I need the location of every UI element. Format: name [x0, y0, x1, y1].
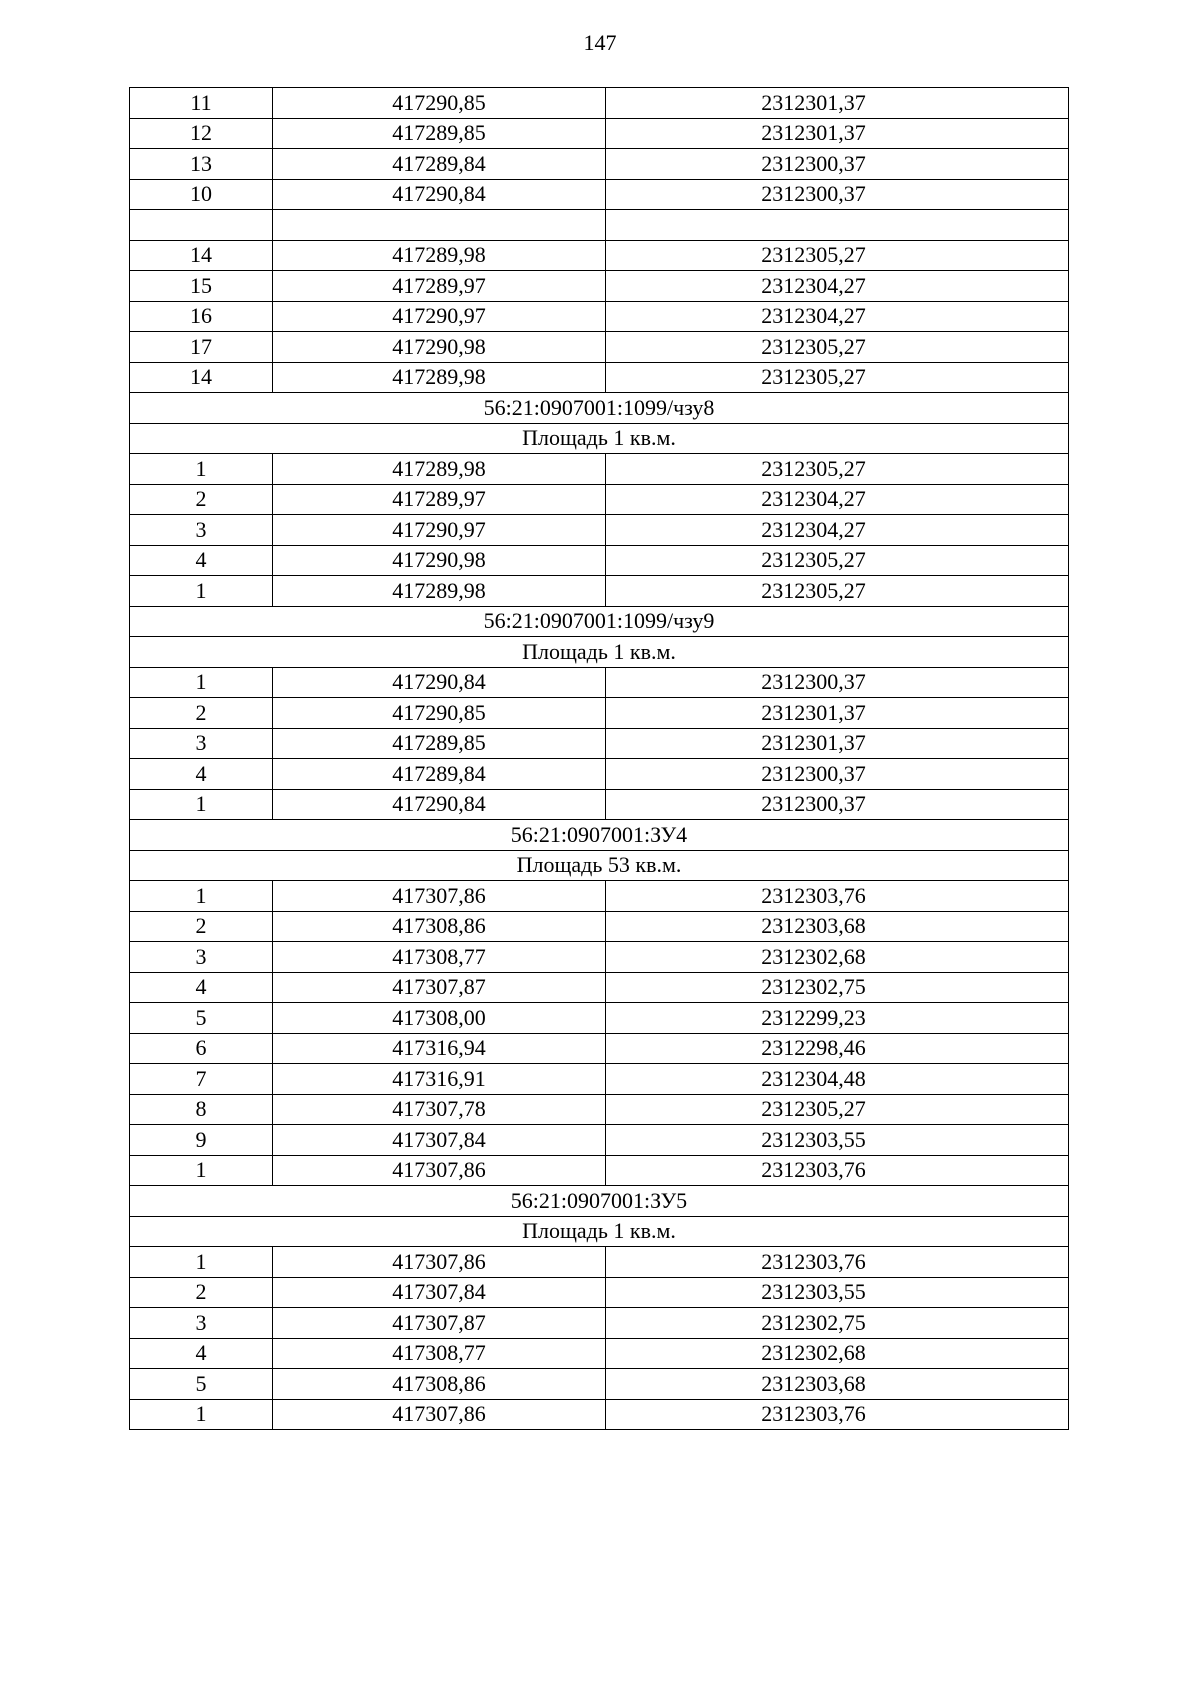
table-row [130, 332, 1069, 363]
section-header-cell: Площадь 1 кв.м. [130, 423, 1069, 454]
x-coordinate-cell: 417289,84 [273, 759, 606, 790]
section-header-cell: Площадь 53 кв.м. [130, 850, 1069, 881]
page-number: 147 [583, 30, 617, 55]
x-coordinate-cell: 417289,97 [273, 271, 606, 302]
y-coordinate-value: 2312303,55 [761, 1279, 866, 1305]
empty-row [130, 210, 1069, 241]
y-coordinate-cell [606, 911, 1069, 942]
y-coordinate-value: 2312299,23 [761, 1004, 866, 1030]
y-coordinate-value: 2312303,68 [761, 913, 866, 939]
y-coordinate-cell [606, 1369, 1069, 1400]
x-coordinate-cell: 417307,87 [273, 972, 606, 1003]
y-coordinate-value: 2312305,27 [761, 333, 866, 359]
x-coordinate-cell: 417289,84 [273, 149, 606, 180]
x-coordinate-cell: 417289,85 [273, 118, 606, 149]
y-coordinate-value: 2312304,48 [761, 1065, 866, 1091]
table-row [130, 1338, 1069, 1369]
x-coordinate-cell: 417308,86 [273, 911, 606, 942]
table-row [130, 1033, 1069, 1064]
y-coordinate-cell [606, 118, 1069, 149]
point-number-cell: 7 [130, 1064, 273, 1095]
table-row [130, 1094, 1069, 1125]
table-row [130, 1369, 1069, 1400]
point-number-cell: 9 [130, 1125, 273, 1156]
table-row [130, 759, 1069, 790]
point-number-cell: 4 [130, 972, 273, 1003]
y-coordinate-value: 2312305,27 [761, 242, 866, 268]
point-number-cell: 1 [130, 1399, 273, 1430]
y-coordinate-cell [606, 332, 1069, 363]
point-number-cell: 1 [130, 1155, 273, 1186]
y-coordinate-value: 2312300,37 [761, 181, 866, 207]
x-coordinate-cell: 417289,98 [273, 576, 606, 607]
point-number-cell: 8 [130, 1094, 273, 1125]
point-number-cell: 1 [130, 1247, 273, 1278]
table-row [130, 454, 1069, 485]
point-number-cell: 12 [130, 118, 273, 149]
point-number-cell: 11 [130, 88, 273, 119]
x-coordinate-cell: 417308,00 [273, 1003, 606, 1034]
table-row [130, 1155, 1069, 1186]
x-coordinate-cell: 417289,98 [273, 362, 606, 393]
y-coordinate-cell [606, 484, 1069, 515]
x-coordinate-cell: 417290,84 [273, 179, 606, 210]
y-coordinate-value: 2312305,27 [761, 577, 866, 603]
point-number-cell: 4 [130, 545, 273, 576]
x-coordinate-cell: 417289,98 [273, 240, 606, 271]
table-row [130, 484, 1069, 515]
y-coordinate-cell [606, 515, 1069, 546]
y-coordinate-value: 2312305,27 [761, 1096, 866, 1122]
x-coordinate-cell [273, 210, 606, 241]
y-coordinate-value: 2312304,27 [761, 272, 866, 298]
point-number-cell: 2 [130, 911, 273, 942]
y-coordinate-value: 2312303,76 [761, 1157, 866, 1183]
y-coordinate-cell [606, 88, 1069, 119]
point-number-cell: 5 [130, 1369, 273, 1400]
point-number-cell: 17 [130, 332, 273, 363]
coordinates-table [129, 87, 1069, 1430]
y-coordinate-cell [606, 1155, 1069, 1186]
x-coordinate-cell: 417307,87 [273, 1308, 606, 1339]
x-coordinate-cell: 417290,98 [273, 332, 606, 363]
y-coordinate-cell [606, 1125, 1069, 1156]
point-number-cell: 5 [130, 1003, 273, 1034]
table-row [130, 667, 1069, 698]
y-coordinate-cell [606, 728, 1069, 759]
section-header-cell: 56:21:0907001:ЗУ4 [130, 820, 1069, 851]
y-coordinate-cell [606, 1277, 1069, 1308]
y-coordinate-value: 2312303,76 [761, 882, 866, 908]
x-coordinate-cell: 417307,84 [273, 1125, 606, 1156]
table-row [130, 1308, 1069, 1339]
point-number-cell: 2 [130, 484, 273, 515]
table-row [130, 271, 1069, 302]
y-coordinate-value: 2312298,46 [761, 1035, 866, 1061]
point-number-cell: 3 [130, 728, 273, 759]
point-number-cell [130, 210, 273, 241]
section-header-row [130, 1186, 1069, 1217]
y-coordinate-value: 2312303,68 [761, 1370, 866, 1396]
y-coordinate-cell [606, 240, 1069, 271]
y-coordinate-cell [606, 1247, 1069, 1278]
point-number-cell: 10 [130, 179, 273, 210]
y-coordinate-value: 2312303,76 [761, 1401, 866, 1427]
x-coordinate-cell: 417290,98 [273, 545, 606, 576]
y-coordinate-cell [606, 1064, 1069, 1095]
x-coordinate-cell: 417307,86 [273, 1155, 606, 1186]
x-coordinate-cell: 417290,97 [273, 515, 606, 546]
point-number-cell: 1 [130, 667, 273, 698]
y-coordinate-value: 2312300,37 [761, 150, 866, 176]
point-number-cell: 14 [130, 362, 273, 393]
y-coordinate-value: 2312302,75 [761, 1309, 866, 1335]
x-coordinate-cell: 417290,84 [273, 667, 606, 698]
y-coordinate-cell [606, 789, 1069, 820]
y-coordinate-value: 2312301,37 [761, 120, 866, 146]
table-row [130, 1125, 1069, 1156]
point-number-cell: 6 [130, 1033, 273, 1064]
table-row [130, 789, 1069, 820]
section-header-cell: 56:21:0907001:1099/чзу8 [130, 393, 1069, 424]
table-row [130, 698, 1069, 729]
x-coordinate-cell: 417316,91 [273, 1064, 606, 1095]
point-number-cell: 1 [130, 789, 273, 820]
y-coordinate-cell [606, 942, 1069, 973]
table-row [130, 118, 1069, 149]
section-header-row [130, 1216, 1069, 1247]
y-coordinate-cell [606, 1399, 1069, 1430]
section-header-row [130, 393, 1069, 424]
table-row [130, 240, 1069, 271]
y-coordinate-cell [606, 698, 1069, 729]
point-number-cell: 2 [130, 698, 273, 729]
point-number-cell: 3 [130, 515, 273, 546]
point-number-cell: 13 [130, 149, 273, 180]
y-coordinate-cell [606, 1308, 1069, 1339]
point-number-cell: 1 [130, 576, 273, 607]
table-row [130, 1399, 1069, 1430]
x-coordinate-cell: 417308,77 [273, 942, 606, 973]
y-coordinate-value: 2312302,68 [761, 943, 866, 969]
section-header-cell: Площадь 1 кв.м. [130, 637, 1069, 668]
y-coordinate-cell [606, 667, 1069, 698]
y-coordinate-cell [606, 301, 1069, 332]
section-header-cell: Площадь 1 кв.м. [130, 1216, 1069, 1247]
x-coordinate-cell: 417289,97 [273, 484, 606, 515]
point-number-cell: 4 [130, 759, 273, 790]
y-coordinate-value: 2312300,37 [761, 791, 866, 817]
table-row [130, 1003, 1069, 1034]
table-row [130, 1277, 1069, 1308]
y-coordinate-value: 2312301,37 [761, 730, 866, 756]
table-row [130, 179, 1069, 210]
section-header-row [130, 423, 1069, 454]
table-row [130, 911, 1069, 942]
y-coordinate-value: 2312302,75 [761, 974, 866, 1000]
point-number-cell: 1 [130, 454, 273, 485]
y-coordinate-cell [606, 881, 1069, 912]
point-number-cell: 15 [130, 271, 273, 302]
x-coordinate-cell: 417307,86 [273, 881, 606, 912]
x-coordinate-cell: 417307,86 [273, 1247, 606, 1278]
table-row [130, 88, 1069, 119]
x-coordinate-cell: 417307,78 [273, 1094, 606, 1125]
point-number-cell: 4 [130, 1338, 273, 1369]
section-header-row [130, 637, 1069, 668]
table-row [130, 149, 1069, 180]
table-row [130, 972, 1069, 1003]
y-coordinate-value: 2312300,37 [761, 669, 866, 695]
section-header-cell: 56:21:0907001:1099/чзу9 [130, 606, 1069, 637]
y-coordinate-cell [606, 545, 1069, 576]
y-coordinate-cell [606, 454, 1069, 485]
y-coordinate-cell [606, 1033, 1069, 1064]
y-coordinate-cell [606, 271, 1069, 302]
table-row [130, 942, 1069, 973]
y-coordinate-cell [606, 972, 1069, 1003]
section-header-row [130, 850, 1069, 881]
y-coordinate-value: 2312302,68 [761, 1340, 866, 1366]
section-header-row [130, 820, 1069, 851]
y-coordinate-value: 2312305,27 [761, 547, 866, 573]
y-coordinate-value: 2312304,27 [761, 516, 866, 542]
section-header-row [130, 606, 1069, 637]
y-coordinate-cell [606, 1003, 1069, 1034]
y-coordinate-value: 2312304,27 [761, 486, 866, 512]
y-coordinate-cell [606, 1338, 1069, 1369]
point-number-cell: 16 [130, 301, 273, 332]
y-coordinate-cell [606, 759, 1069, 790]
x-coordinate-cell: 417290,97 [273, 301, 606, 332]
x-coordinate-cell: 417289,98 [273, 454, 606, 485]
x-coordinate-cell: 417316,94 [273, 1033, 606, 1064]
y-coordinate-cell [606, 179, 1069, 210]
x-coordinate-cell: 417308,77 [273, 1338, 606, 1369]
section-header-cell: 56:21:0907001:ЗУ5 [130, 1186, 1069, 1217]
x-coordinate-cell: 417307,84 [273, 1277, 606, 1308]
table-row [130, 1247, 1069, 1278]
y-coordinate-cell [606, 1094, 1069, 1125]
table-row [130, 1064, 1069, 1095]
y-coordinate-cell [606, 576, 1069, 607]
y-coordinate-cell [606, 149, 1069, 180]
y-coordinate-value: 2312301,37 [761, 699, 866, 725]
y-coordinate-value: 2312305,27 [761, 455, 866, 481]
table-row [130, 881, 1069, 912]
y-coordinate-value: 2312303,55 [761, 1126, 866, 1152]
point-number-cell: 3 [130, 942, 273, 973]
table-row [130, 301, 1069, 332]
x-coordinate-cell: 417290,85 [273, 698, 606, 729]
table-row [130, 545, 1069, 576]
coordinates-table-body [130, 88, 1069, 1430]
table-row [130, 515, 1069, 546]
x-coordinate-cell: 417290,84 [273, 789, 606, 820]
table-row [130, 728, 1069, 759]
point-number-cell: 1 [130, 881, 273, 912]
y-coordinate-value: 2312304,27 [761, 303, 866, 329]
table-row [130, 362, 1069, 393]
point-number-cell: 2 [130, 1277, 273, 1308]
y-coordinate-value: 2312300,37 [761, 760, 866, 786]
x-coordinate-cell: 417289,85 [273, 728, 606, 759]
x-coordinate-cell: 417307,86 [273, 1399, 606, 1430]
y-coordinate-cell [606, 210, 1069, 241]
y-coordinate-value: 2312303,76 [761, 1248, 866, 1274]
x-coordinate-cell: 417290,85 [273, 88, 606, 119]
y-coordinate-cell [606, 362, 1069, 393]
y-coordinate-value: 2312301,37 [761, 89, 866, 115]
point-number-cell: 3 [130, 1308, 273, 1339]
y-coordinate-value: 2312305,27 [761, 364, 866, 390]
x-coordinate-cell: 417308,86 [273, 1369, 606, 1400]
table-row [130, 576, 1069, 607]
point-number-cell: 14 [130, 240, 273, 271]
